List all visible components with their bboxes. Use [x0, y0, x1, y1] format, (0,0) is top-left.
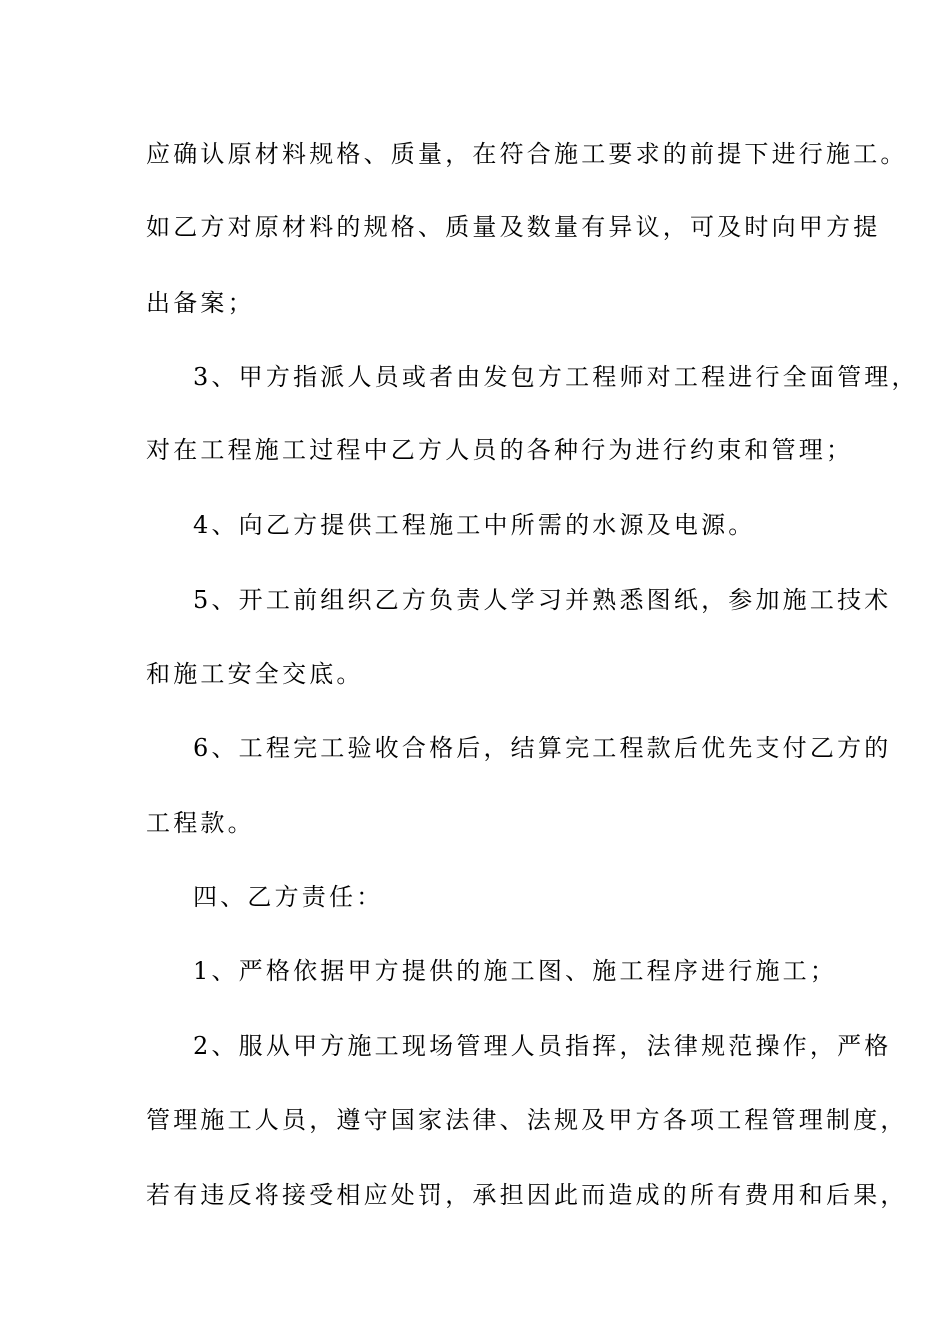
paragraph-line: 管理施工人员，遵守国家法律、法规及甲方各项工程管理制度，: [146, 1106, 908, 1134]
paragraph-line: 如乙方对原材料的规格、质量及数量有异议，可及时向甲方提: [146, 213, 881, 241]
list-item-line: 5、开工前组织乙方负责人学习并熟悉图纸，参加施工技术: [193, 586, 892, 614]
list-item-line: 6、工程完工验收合格后，结算完工程款后优先支付乙方的: [193, 734, 892, 762]
paragraph-line: 和施工安全交底。: [146, 660, 364, 688]
list-item-line: 1、严格依据甲方提供的施工图、施工程序进行施工；: [193, 957, 838, 985]
paragraph-line: 对在工程施工过程中乙方人员的各种行为进行约束和管理；: [146, 436, 854, 464]
paragraph-line: 工程款。: [146, 809, 255, 837]
list-item-line: 4、向乙方提供工程施工中所需的水源及电源。: [193, 511, 756, 539]
paragraph-line: 若有违反将接受相应处罚，承担因此而造成的所有费用和后果，: [146, 1181, 908, 1209]
list-item-line: 2、服从甲方施工现场管理人员指挥，法律规范操作，严格: [193, 1032, 892, 1060]
list-item-line: 3、甲方指派人员或者由发包方工程师对工程进行全面管理，: [193, 363, 919, 391]
paragraph-line: 应确认原材料规格、质量，在符合施工要求的前提下进行施工。: [146, 140, 908, 168]
section-heading: 四、乙方责任：: [193, 883, 384, 911]
paragraph-line: 出备案；: [146, 289, 255, 317]
